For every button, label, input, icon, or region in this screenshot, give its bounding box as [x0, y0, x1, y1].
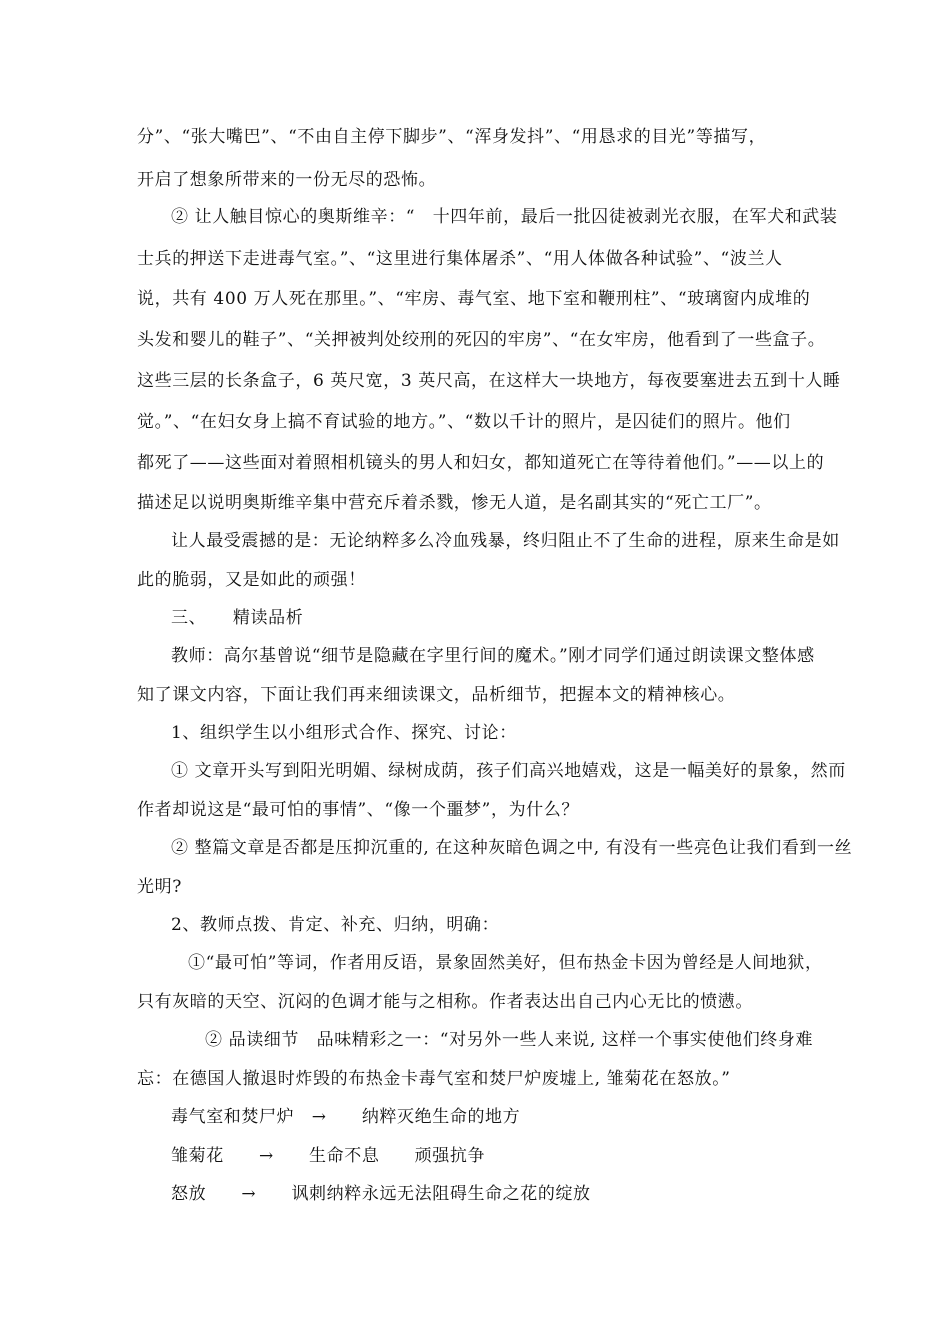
text-line: 1、组织学生以小组形式合作、探究、讨论：: [171, 723, 517, 743]
text-line: 说，共有 400 万人死在那里。”、“牢房、毒气室、地下室和鞭刑柱”、“玻璃窗内成堆的: [137, 289, 811, 309]
text-line: ① 文章开头写到阳光明媚、绿树成荫，孩子们高兴地嬉戏，这是一幅美好的景象，然而: [171, 761, 846, 781]
text-line: 头发和婴儿的鞋子”、“关押被判处绞刑的死囚的牢房”、“在女牢房，他看到了一些盒子。: [137, 330, 826, 350]
text-line: 毒气室和焚尸炉 → 纳粹灭绝生命的地方: [171, 1107, 521, 1127]
text-line: 作者却说这是“最可怕的事情”、“像一个噩梦”，为什么？: [137, 800, 579, 820]
text-line: 忘：在德国人撤退时炸毁的布热金卡毒气室和焚尸炉废墟上, 雏菊花在怒放。”: [137, 1069, 731, 1089]
text-line: 都死了——这些面对着照相机镜头的男人和妇女，都知道死亡在等待着他们。”——以上的: [137, 453, 825, 473]
text-line: 2、教师点拨、肯定、补充、归纳，明确：: [171, 915, 500, 935]
text-line: 开启了想象所带来的一份无尽的恐怖。: [137, 170, 437, 190]
text-line: ② 整篇文章是否都是压抑沉重的, 在这种灰暗色调之中, 有没有一些亮色让我们看到一丝: [171, 838, 853, 858]
text-line: ② 让人触目惊心的奥斯维辛：“ 十四年前，最后一批囚徒被剥光衣服，在军犬和武装: [171, 207, 838, 227]
text-line: 此的脆弱，又是如此的顽强！: [137, 570, 366, 590]
text-line: 觉。”、“在妇女身上搞不育试验的地方。”、“数以千计的照片，是囚徒们的照片。他们: [137, 412, 791, 432]
text-line: 光明?: [137, 877, 182, 897]
text-line: 怒放 → 讽刺纳粹永远无法阻碍生命之花的绽放: [171, 1184, 591, 1204]
section-heading: 三、 精读品析: [171, 608, 304, 628]
text-line: 分”、“张大嘴巴”、“不由自主停下脚步”、“浑身发抖”、“用恳求的目光”等描写，: [137, 127, 767, 147]
text-line: 这些三层的长条盒子，6 英尺宽，3 英尺高，在这样大一块地方，每夜要塞进去五到十人睡: [137, 371, 841, 391]
text-line: 描述足以说明奥斯维辛集中营充斥着杀戮，惨无人道，是名副其实的“死亡工厂”。: [137, 493, 772, 513]
text-line: 只有灰暗的天空、沉闷的色调才能与之相称。作者表达出自己内心无比的愤懑。: [137, 992, 753, 1012]
text-line: 教师：高尔基曾说“细节是隐藏在字里行间的魔术。”刚才同学们通过朗读课文整体感: [171, 646, 815, 666]
text-line: ①“最可怕”等词，作者用反语，景象固然美好，但布热金卡因为曾经是人间地狱，: [188, 953, 823, 973]
text-line: 让人最受震撼的是：无论纳粹多么冷血残暴，终归阻止不了生命的进程，原来生命是如: [171, 531, 840, 551]
text-line: 士兵的押送下走进毒气室。”、“这里进行集体屠杀”、“用人体做各种试验”、“波兰人: [137, 249, 783, 269]
text-line: 雏菊花 → 生命不息 顽强抗争: [171, 1146, 486, 1166]
text-line: 知了课文内容，下面让我们再来细读课文，品析细节，把握本文的精神核心。: [137, 685, 736, 705]
text-line: ② 品读细节 品味精彩之一：“对另外一些人来说, 这样一个事实使他们终身难: [205, 1030, 814, 1050]
